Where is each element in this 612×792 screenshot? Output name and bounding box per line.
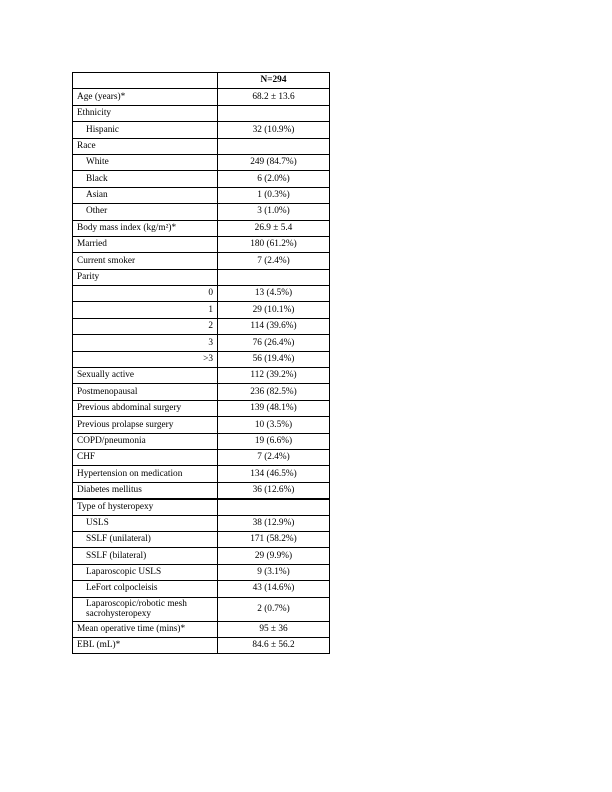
row-label: 2: [73, 318, 218, 334]
table-row: [73, 154, 330, 170]
row-label: Ethnicity: [73, 105, 218, 121]
row-value: 43 (14.6%): [218, 581, 330, 597]
row-label: Laparoscopic/robotic mesh sacrohysteropexy: [73, 597, 218, 621]
row-label: Hispanic: [73, 122, 218, 138]
row-value: 29 (9.9%): [218, 548, 330, 564]
row-value: [218, 269, 330, 285]
table-row: [73, 236, 330, 252]
row-value: 9 (3.1%): [218, 564, 330, 580]
row-label: Sexually active: [73, 368, 218, 384]
row-label: >3: [73, 351, 218, 367]
row-value: [218, 138, 330, 154]
table-row: [73, 515, 330, 531]
row-value: 180 (61.2%): [218, 236, 330, 252]
row-value: 114 (39.6%): [218, 318, 330, 334]
table-row: [73, 220, 330, 236]
table-header-row: [73, 73, 330, 89]
table-row: [73, 204, 330, 220]
header-value-cell: N=294: [218, 73, 330, 89]
row-value: 56 (19.4%): [218, 351, 330, 367]
row-label: Parity: [73, 269, 218, 285]
row-value: 26.9 ± 5.4: [218, 220, 330, 236]
row-value: 6 (2.0%): [218, 171, 330, 187]
header-label-cell: [73, 73, 218, 89]
table-row: [73, 400, 330, 416]
row-label: EBL (mL)*: [73, 637, 218, 653]
row-label: 1: [73, 302, 218, 318]
table-body: [73, 73, 330, 654]
row-value: 236 (82.5%): [218, 384, 330, 400]
table-row: [73, 318, 330, 334]
table-row: [73, 351, 330, 367]
row-value: 139 (48.1%): [218, 400, 330, 416]
table-row: [73, 637, 330, 653]
row-value: 13 (4.5%): [218, 286, 330, 302]
table-row: [73, 499, 330, 515]
table-row: [73, 384, 330, 400]
row-label: Age (years)*: [73, 89, 218, 105]
table-row: [73, 335, 330, 351]
table-row: [73, 253, 330, 269]
row-value: 3 (1.0%): [218, 204, 330, 220]
row-value: 36 (12.6%): [218, 482, 330, 498]
row-value: 134 (46.5%): [218, 466, 330, 482]
row-value: 38 (12.9%): [218, 515, 330, 531]
row-value: 19 (6.6%): [218, 433, 330, 449]
row-label: Previous abdominal surgery: [73, 400, 218, 416]
table-row: [73, 466, 330, 482]
table-row: [73, 171, 330, 187]
row-label: Laparoscopic USLS: [73, 564, 218, 580]
row-value: [218, 499, 330, 515]
row-label: Current smoker: [73, 253, 218, 269]
demographics-table: [72, 72, 330, 654]
row-label: Black: [73, 171, 218, 187]
row-label: Diabetes mellitus: [73, 482, 218, 498]
table-row: [73, 531, 330, 547]
row-label: Mean operative time (mins)*: [73, 621, 218, 637]
row-value: 84.6 ± 56.2: [218, 637, 330, 653]
table-row: [73, 597, 330, 621]
row-label: Other: [73, 204, 218, 220]
table-row: [73, 269, 330, 285]
row-label: 3: [73, 335, 218, 351]
row-label: Type of hysteropexy: [73, 499, 218, 515]
row-value: 2 (0.7%): [218, 597, 330, 621]
row-label: COPD/pneumonia: [73, 433, 218, 449]
row-label: White: [73, 154, 218, 170]
row-label: Hypertension on medication: [73, 466, 218, 482]
row-label: SSLF (unilateral): [73, 531, 218, 547]
row-value: 249 (84.7%): [218, 154, 330, 170]
row-label: SSLF (bilateral): [73, 548, 218, 564]
row-label: Asian: [73, 187, 218, 203]
table-row: [73, 564, 330, 580]
row-value: 32 (10.9%): [218, 122, 330, 138]
table-row: [73, 122, 330, 138]
table-row: [73, 138, 330, 154]
table-row: [73, 581, 330, 597]
row-value: 171 (58.2%): [218, 531, 330, 547]
row-label: Married: [73, 236, 218, 252]
table-row: [73, 621, 330, 637]
row-value: 1 (0.3%): [218, 187, 330, 203]
table-row: [73, 286, 330, 302]
row-value: 95 ± 36: [218, 621, 330, 637]
row-value: [218, 105, 330, 121]
table-row: [73, 548, 330, 564]
row-value: 10 (3.5%): [218, 417, 330, 433]
row-label: Body mass index (kg/m²)*: [73, 220, 218, 236]
row-label: LeFort colpocleisis: [73, 581, 218, 597]
row-label: Previous prolapse surgery: [73, 417, 218, 433]
table-row: [73, 433, 330, 449]
row-label: Race: [73, 138, 218, 154]
table-row: [73, 368, 330, 384]
row-value: 68.2 ± 13.6: [218, 89, 330, 105]
table-row: [73, 449, 330, 465]
row-value: 29 (10.1%): [218, 302, 330, 318]
table-row: [73, 105, 330, 121]
row-label: Postmenopausal: [73, 384, 218, 400]
table-row: [73, 482, 330, 498]
row-label: USLS: [73, 515, 218, 531]
table-row: [73, 417, 330, 433]
row-label: CHF: [73, 449, 218, 465]
row-label: 0: [73, 286, 218, 302]
row-value: 112 (39.2%): [218, 368, 330, 384]
row-value: 7 (2.4%): [218, 253, 330, 269]
row-value: 76 (26.4%): [218, 335, 330, 351]
table-row: [73, 187, 330, 203]
table-row: [73, 89, 330, 105]
table-row: [73, 302, 330, 318]
row-value: 7 (2.4%): [218, 449, 330, 465]
